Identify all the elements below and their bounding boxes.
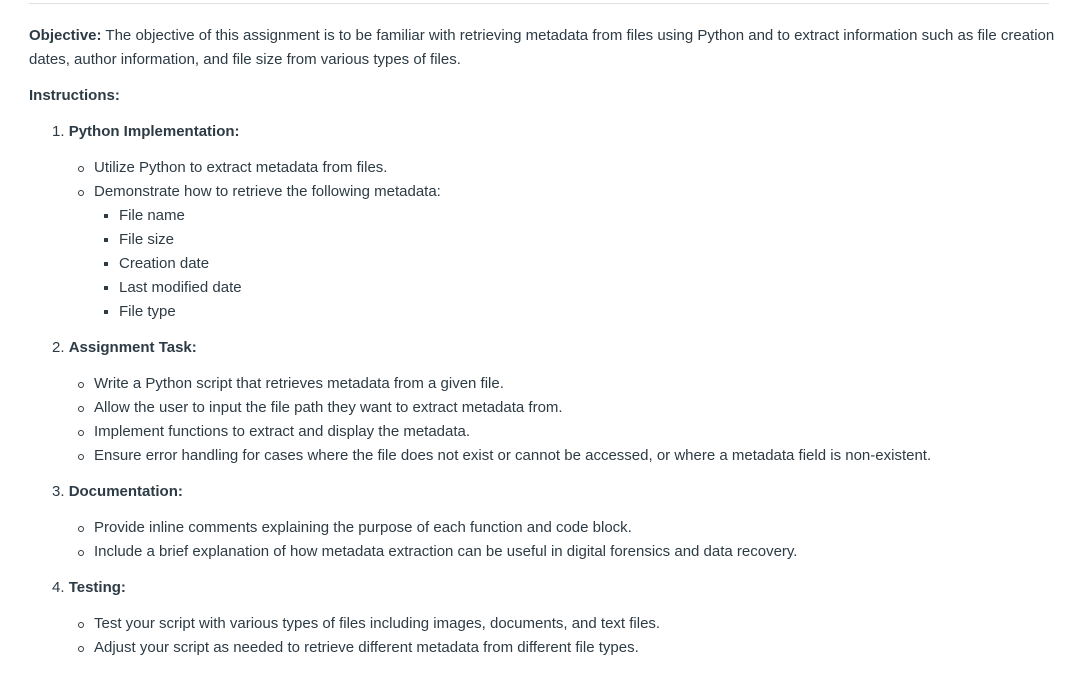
- square-bullet-icon: [104, 214, 108, 218]
- list-item: Creation date: [29, 252, 1059, 276]
- square-bullet-icon: [104, 238, 108, 242]
- step-heading: [29, 120, 1059, 144]
- instruction-steps: [29, 120, 1059, 660]
- step-items: [29, 612, 1059, 660]
- step-items: [29, 156, 1059, 324]
- assignment-description: [29, 24, 1059, 672]
- list-item: Implement functions to extract and display the metadata.: [29, 420, 1059, 444]
- step-assignment-task: [29, 336, 1059, 468]
- square-bullet-icon: [104, 262, 108, 266]
- circle-bullet-icon: [78, 406, 84, 412]
- list-item: Provide inline comments explaining the purpose of each function and code block.: [29, 516, 1059, 540]
- list-item: Write a Python script that retrieves metadata from a given file.: [29, 372, 1059, 396]
- list-item: Test your script with various types of files including images, documents, and text files.: [29, 612, 1059, 636]
- list-item: Allow the user to input the file path they want to extract metadata from.: [29, 396, 1059, 420]
- list-item: File size: [29, 228, 1059, 252]
- square-bullet-icon: [104, 310, 108, 314]
- objective-paragraph: [29, 24, 1059, 72]
- step-number: 4.: [52, 579, 65, 596]
- step-items: [29, 516, 1059, 564]
- step-heading: [29, 336, 1059, 360]
- step-number: 2.: [52, 339, 65, 356]
- step-title: Assignment Task:: [68, 339, 197, 356]
- list-item: Utilize Python to extract metadata from files.: [29, 156, 1059, 180]
- instructions-heading: Instructions:: [29, 87, 120, 104]
- list-item: File name: [29, 204, 1059, 228]
- circle-bullet-icon: [78, 382, 84, 388]
- step-heading: [29, 480, 1059, 504]
- circle-bullet-icon: [78, 550, 84, 556]
- list-item: Adjust your script as needed to retrieve different metadata from different file types.: [29, 636, 1059, 660]
- step-number: 3.: [52, 483, 65, 500]
- step-title: Documentation:: [68, 483, 183, 500]
- objective-label: Objective:: [29, 27, 102, 44]
- objective-text: The objective of this assignment is to be familiar with retrieving metadata from files using Python and to extract information such as file creation dates, author information, and file size from various types of files.: [29, 27, 1055, 68]
- list-item: Last modified date: [29, 276, 1059, 300]
- step-number: 1.: [52, 123, 65, 140]
- circle-bullet-icon: [78, 430, 84, 436]
- list-item: File type: [29, 300, 1059, 324]
- top-divider: [29, 3, 1049, 4]
- metadata-fields-list: [29, 204, 1059, 324]
- circle-bullet-icon: [78, 622, 84, 628]
- list-item: Include a brief explanation of how metadata extraction can be useful in digital forensics and data recovery.: [29, 540, 1059, 564]
- step-items: [29, 372, 1059, 468]
- circle-bullet-icon: [78, 646, 84, 652]
- circle-bullet-icon: [78, 166, 84, 172]
- circle-bullet-icon: [78, 526, 84, 532]
- list-item: Ensure error handling for cases where the file does not exist or cannot be accessed, or where a metadata field is non-existent.: [29, 444, 1059, 468]
- circle-bullet-icon: [78, 190, 84, 196]
- step-documentation: [29, 480, 1059, 564]
- step-python-implementation: [29, 120, 1059, 324]
- step-testing: [29, 576, 1059, 660]
- step-title: Python Implementation:: [68, 123, 240, 140]
- step-title: Testing:: [68, 579, 126, 596]
- list-item: Demonstrate how to retrieve the following metadata: File name File size Creation date Last modified date File type: [29, 180, 1059, 324]
- step-heading: [29, 576, 1059, 600]
- square-bullet-icon: [104, 286, 108, 290]
- circle-bullet-icon: [78, 454, 84, 460]
